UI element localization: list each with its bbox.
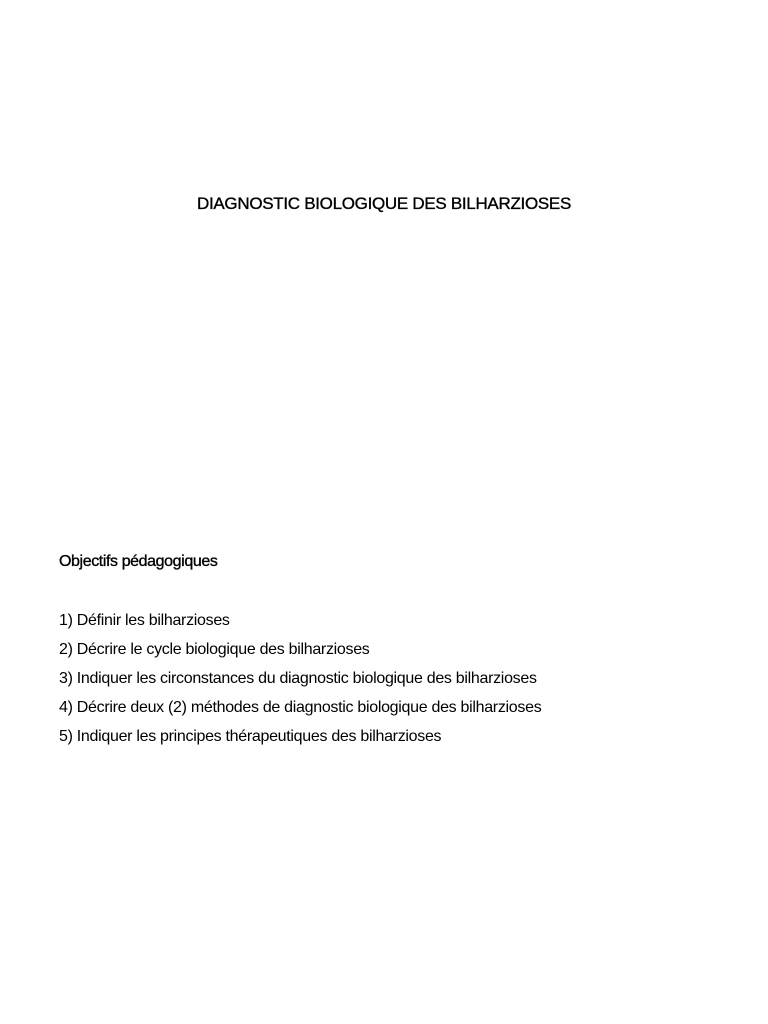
objectives-heading: Objectifs pédagogiques — [59, 553, 218, 570]
objective-item: 1) Définir les bilharzioses — [59, 612, 230, 629]
objective-item: 2) Décrire le cycle biologique des bilharzioses — [59, 641, 370, 658]
objectives-list — [59, 606, 541, 751]
objective-item: 4) Décrire deux (2) méthodes de diagnostic biologique des bilharzioses — [59, 699, 542, 716]
document-title: DIAGNOSTIC BIOLOGIQUE DES BILHARZIOSES — [196, 194, 571, 213]
objective-item: 3) Indiquer les circonstances du diagnostic biologique des bilharzioses — [59, 670, 537, 687]
objective-item: 5) Indiquer les principes thérapeutiques des bilharzioses — [59, 728, 442, 745]
